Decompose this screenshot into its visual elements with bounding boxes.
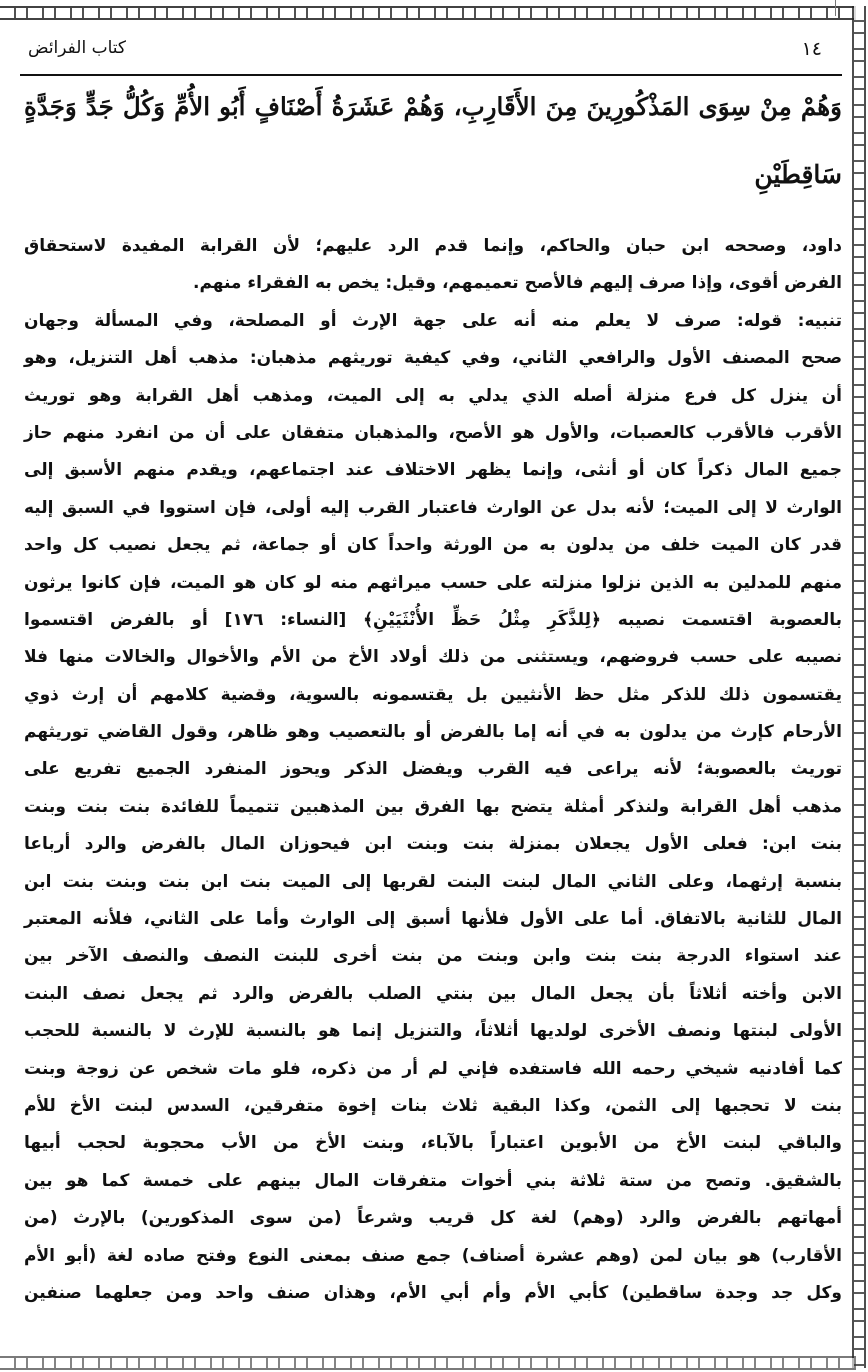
text-segment: مذهب أهل القرابة ولنذكر أمثلة يتضح بها الفرق بين المذهبين تتميماً للفائدة بنت بنت وبنت — [24, 796, 842, 817]
bold-quoted-text: (من سوى المذكورين) — [140, 1208, 342, 1229]
text-segment: جميع المال ذكراً كان أو أنثى، وإنما يظهر الاختلاف عند اجتماعهم، ويقدم منهم الأسبق إلى — [24, 460, 842, 481]
text-segment: كأبي الأم وأم أبي الأم، وهذان صنف واحد ومن جعلهما صنفين — [24, 1282, 622, 1303]
text-line — [24, 452, 842, 489]
text-segment: توريث بالعصوبة؛ لأنه يراعى فيه القرب ويفضل الذكر ويحوز المنفرد الجميع تفريع على — [24, 759, 842, 780]
text-line — [24, 228, 842, 265]
text-segment: أمهاتهم بالفرض والرد — [623, 1208, 842, 1229]
text-segment: أن ينزل كل فرع منزلة أصله الذي يدلي به إلى الميت، ومذهب أهل القرابة وهو توريث — [24, 385, 842, 406]
text-line — [24, 490, 842, 527]
text-line — [24, 1013, 842, 1050]
text-segment: صحح المصنف الأول والرافعي الثاني، وفي كيفية توريثهم مذهبان: مذهب أهل التنزيل، وهو — [24, 348, 842, 369]
text-segment: بنسبة إرثهما، وعلى الثاني المال لبنت البنت لقربها إلى الميت بنت ابن بنت وبنت بنت ابن — [24, 871, 842, 892]
matn-line: وَهُمْ مِنْ سِوَى المَذْكُورِينَ مِنَ الأَقَارِبِ، وَهُمْ عَشَرَةُ أَصْنَافٍ أَبُو الأُمِّ وَكُلُّ جَدٍّ وَجَدَّةٍ — [24, 92, 842, 121]
text-segment: الفرض أقوى، وإذا صرف إليهم فالأصح تعميمهم، وقيل: يخص به الفقراء منهم. — [192, 273, 842, 294]
text-line — [24, 303, 842, 340]
text-line — [24, 1088, 842, 1125]
text-segment: تنبيه: قوله: صرف لا يعلم منه أنه على جهة الإرث أو المصلحة، وفي المسألة وجهان — [24, 310, 842, 331]
text-segment: لغة كل قريب وشرعاً — [341, 1208, 573, 1229]
text-segment: هو بيان لمن — [639, 1245, 772, 1266]
text-segment: منهم للمدلين به الذين نزلوا منزلته على حسب ميراثهم منه لو كان هو الميت، فإن كانوا يرثون — [24, 572, 842, 593]
text-line — [24, 751, 842, 788]
matn-line: سَاقِطَيْنِ — [754, 160, 842, 189]
bold-quoted-text: (أبو الأم — [24, 1245, 97, 1266]
text-line — [24, 864, 842, 901]
text-line — [24, 826, 842, 863]
text-segment: بنت لا تحجبها إلى الثمن، وكذا البقية ثلاث بنات إخوة متفرقين، السدس لبنت الأخ للأم — [24, 1095, 842, 1116]
text-line — [24, 639, 842, 676]
text-line — [24, 565, 842, 602]
page-number: ١٤ — [801, 38, 822, 60]
bold-quoted-text: (وهم) — [572, 1208, 624, 1229]
text-line — [24, 789, 842, 826]
text-segment: الأرحام كإرث من يدلون به في أنه إما بالفرض أو بالتعصيب وهو ظاهر، وقول القاضي توريثهم — [24, 722, 842, 743]
right-ornamental-border — [852, 6, 866, 1368]
text-line — [24, 677, 842, 714]
text-line — [24, 1163, 842, 1200]
bold-quoted-text: ﴿لِلذَّكَرِ مِثْلُ حَظِّ الأُنْثَيَيْنِ﴾ — [363, 609, 601, 630]
text-line — [24, 1051, 842, 1088]
text-line — [24, 1200, 842, 1237]
bold-quoted-text: وكل جد وجدة ساقطين) — [621, 1282, 842, 1303]
text-line — [24, 265, 842, 302]
text-segment: عند استواء الدرجة بنت بنت وابن وبنت من بنت أخرى للبنت النصف والنصف الآخر بين — [24, 946, 842, 967]
text-segment: [النساء: ١٧٦] أو بالفرض اقتسموا — [24, 609, 364, 630]
text-segment: يقتسمون ذلك للذكر مثل حظ الأنثيين بل يقتسمونه بالسوية، وقضية كلامهم أن إرث ذوي — [24, 684, 842, 705]
text-segment: الوارث لا إلى الميت؛ لأنه بدل عن الوارث فاعتبار القرب إليه أولى، فإن استووا في السبق إليه — [24, 497, 842, 518]
text-line — [24, 976, 842, 1013]
text-line — [24, 901, 842, 938]
bold-quoted-text: الأقارب) — [771, 1245, 842, 1266]
text-line — [24, 938, 842, 975]
text-segment: والباقي لبنت الأخ من الأبوين اعتباراً بالآباء، وبنت الأخ من الأب محجوبة لحجب أبيها — [24, 1133, 842, 1154]
text-line — [24, 378, 842, 415]
text-segment: كما أفادنيه شيخي رحمه الله فاستفده فإني لم أر من ذكره، فلو مات شخص عن زوجة وبنت — [24, 1058, 842, 1079]
text-segment: قدر كان الميت خلف من يدلون به من الورثة واحداً كان أو جماعة، ثم يجعل نصيب كل واحد — [24, 535, 842, 556]
text-segment: بالإرث — [57, 1208, 141, 1229]
top-ornamental-border — [0, 6, 856, 20]
text-line — [24, 527, 842, 564]
text-segment: الأقرب فالأقرب كالعصبات، والأول هو الأصح، والمذهبان متفقان على أن من انفرد منهم حاز — [24, 422, 842, 443]
commentary-text — [24, 228, 842, 1312]
margin-mark — [835, 0, 836, 16]
text-segment: بنت ابن: فعلى الأول يجعلان بمنزلة بنت وبنت ابن فيحوزان المال بالفرض والرد أرباعا — [24, 834, 842, 855]
text-line — [24, 714, 842, 751]
text-segment: نصيبه على حسب فروضهم، ويستثنى من ذلك أولاد الأخ من الأم والأخوال والخالات منها فلا — [24, 647, 842, 668]
header-rule — [20, 74, 842, 76]
text-segment: المال للثانية بالاتفاق. أما على الأول فلأنها أسبق إلى الوارث وأما على الثاني، فلأنه المعتبر — [24, 909, 842, 930]
text-line — [24, 340, 842, 377]
text-line — [24, 602, 842, 639]
bold-quoted-text: (من — [24, 1208, 58, 1229]
text-segment: بالعصوبة اقتسمت نصيبه — [600, 609, 842, 630]
bold-quoted-text: (وهم عشرة أصناف) — [461, 1245, 640, 1266]
text-segment: الابن وأخته أثلاثاً بأن يجعل المال بين بنتي الصلب بالفرض والرد ثم يجعل نصف البنت — [24, 983, 842, 1004]
bottom-ornamental-border — [0, 1356, 856, 1370]
text-segment: جمع صنف بمعنى النوع وفتح صاده لغة — [96, 1245, 462, 1266]
running-head-book-title: كتاب الفرائض — [28, 38, 126, 58]
text-segment: داود، وصححه ابن حبان والحاكم، وإنما قدم الرد عليهم؛ لأن القرابة المفيدة لاستحقاق — [24, 236, 842, 256]
text-segment: الأولى لبنتها ونصف الأخرى لولديها أثلاثاً، والتنزيل إنما هو بالنسبة للإرث لا بالنسبة للحجب — [24, 1021, 842, 1042]
text-segment: بالشقيق. وتصح من ستة ثلاثة بني أخوات متفرقات المال بينهم على خمسة كما هو بين — [24, 1170, 842, 1191]
text-line — [24, 1275, 842, 1312]
text-line — [24, 1238, 842, 1275]
text-line — [24, 415, 842, 452]
text-line — [24, 1125, 842, 1162]
